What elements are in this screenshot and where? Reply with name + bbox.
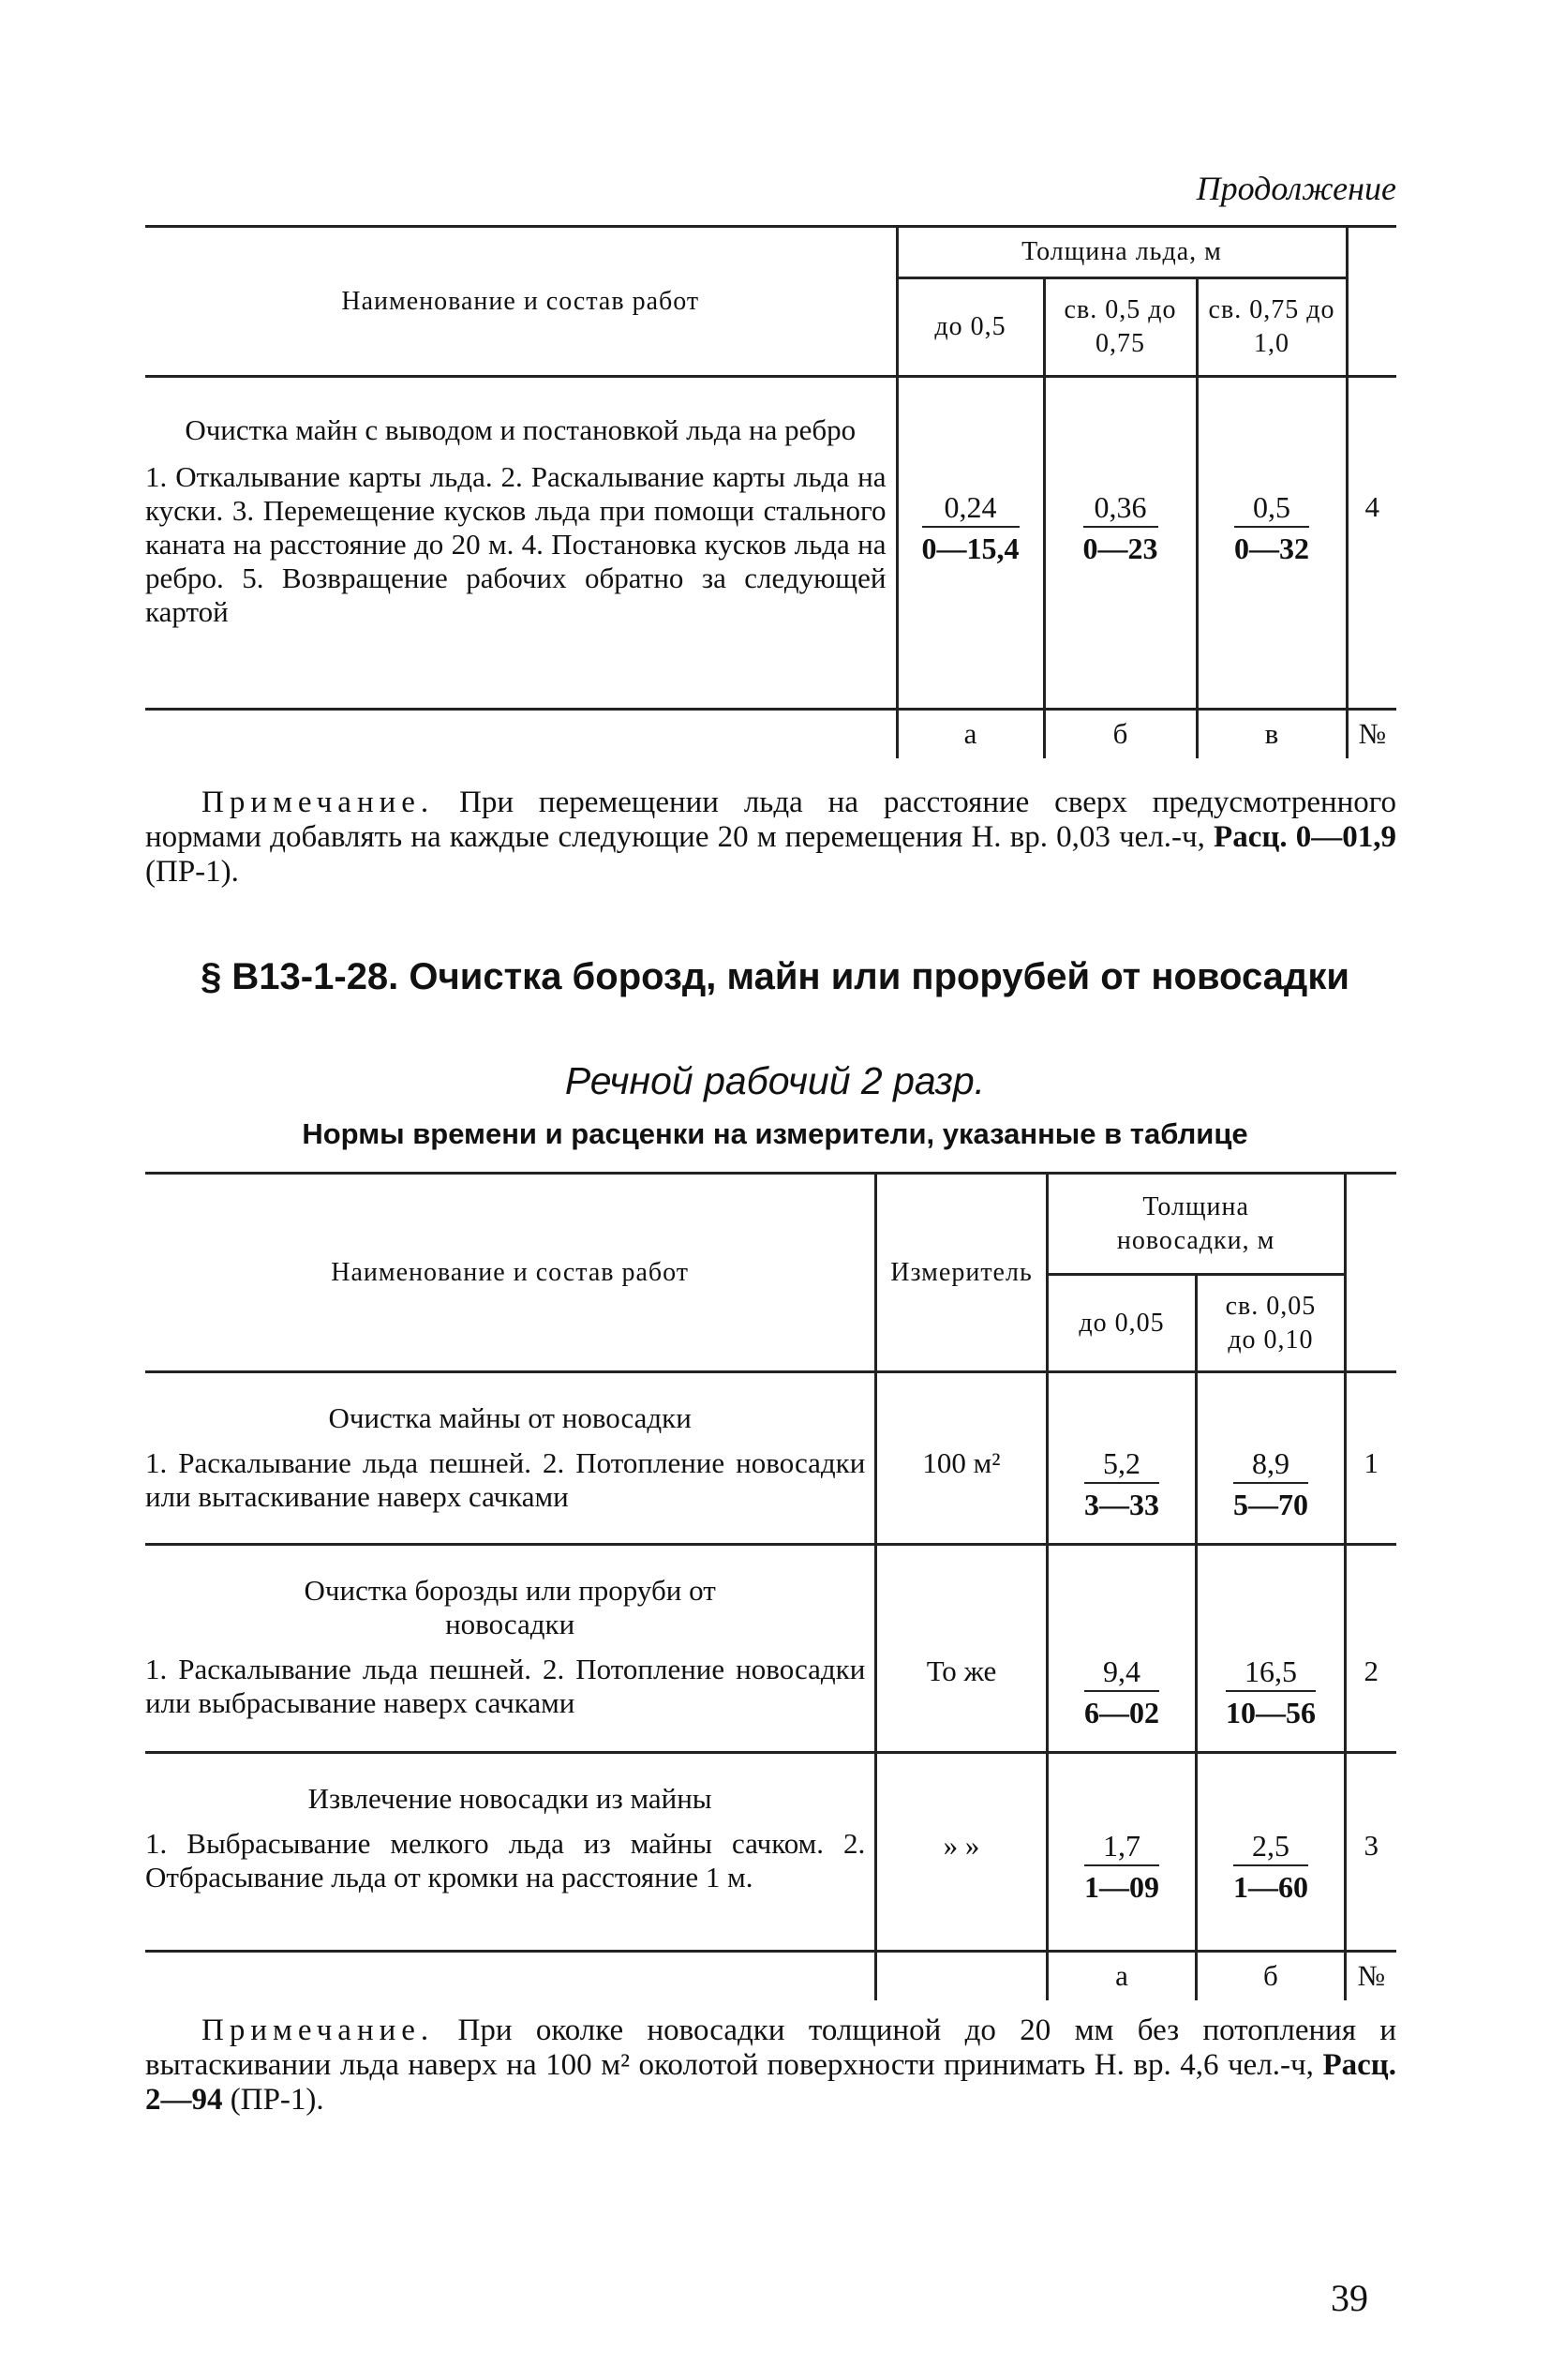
table1-col-b-header: св. 0,5 до 0,75 — [1044, 278, 1197, 377]
table1-row — [145, 377, 897, 710]
table2-row1-title: Очистка майны от новосадки — [328, 1401, 692, 1434]
table2-row3-number: 3 — [1345, 1753, 1396, 1952]
page-number: 39 — [1331, 2277, 1368, 2319]
table2-row1-unit: 100 м² — [876, 1372, 1047, 1545]
table1-cell-a: $\frac{0,24}{0—15,4}$ — [897, 377, 1044, 710]
table1-row-composition: 1. Откалывание карты льда. 2. Раскалывание карты льда на куски. 3. Перемещение кусков льда при помощи стального каната на расстояние до 20 м. 4. Постановка кусков льда на ребро. 5. Возвращение рабочих обратно за следующей картой — [145, 460, 887, 628]
table2-footer-num: № — [1357, 1959, 1386, 1993]
note2-text: При околке новосадки толщиной до 20 мм без потопления и вытаскивании льда наверх на 100 м² околотой поверхности принимать Н. вр. 4,6 чел.-ч, — [145, 2013, 1397, 2082]
table2-row-1 — [145, 1372, 876, 1545]
table2-row2-composition: 1. Раскалывание льда пешней. 2. Потопление новосадки или выбрасывание наверх сачками — [145, 1653, 866, 1719]
table-new-ice — [145, 1172, 1396, 2000]
table2-row2-unit: То же — [876, 1545, 1047, 1753]
table1-col-c-header: св. 0,75 до 1,0 — [1197, 278, 1347, 377]
note1-suffix: (ПР-1). — [145, 855, 239, 889]
continuation-label: Продолжение — [1196, 170, 1396, 207]
table1-footer-a: а — [897, 710, 1044, 758]
norms-caption: Нормы времени и расценки на измерители, указанные в таблице — [302, 1117, 1248, 1150]
note1-label: Примечание. — [201, 786, 435, 819]
table2-footer-b: б — [1197, 1952, 1345, 2000]
table2-row1-number: 1 — [1345, 1372, 1396, 1545]
table2-row3-cell-b: $\frac{2,5}{1—60}$ — [1197, 1753, 1345, 1952]
table1-col-a-header: до 0,5 — [897, 278, 1044, 377]
table1-row-number: 4 — [1347, 377, 1396, 710]
table1-footer-num: № — [1358, 717, 1387, 751]
table2-unit-header: Измеритель — [876, 1174, 1047, 1372]
table2-row1-cell-b: $\frac{8,9}{5—70}$ — [1197, 1372, 1345, 1545]
table2-name-header: Наименование и состав работ — [145, 1174, 876, 1372]
note1-rate: Расц. 0—01,9 — [1214, 820, 1396, 854]
note-1 — [145, 786, 1396, 890]
table2-row3-title: Извлечение новосадки из майны — [307, 1782, 712, 1815]
table2-row3-composition: 1. Выбрасывание мелкого льда из майны сачком. 2. Отбрасывание льда от кромки на расстояние 1 м. — [145, 1827, 866, 1894]
table2-row-2 — [145, 1545, 876, 1753]
table1-row-title: Очистка майн с выводом и постановкой льда на ребро — [185, 413, 857, 446]
table2-row1-composition: 1. Раскалывание льда пешней. 2. Потопление новосадки или вытаскивание наверх сачками — [145, 1446, 866, 1513]
table2-row2-number: 2 — [1345, 1545, 1396, 1753]
table2-row3-cell-a: $\frac{1,7}{1—09}$ — [1047, 1753, 1197, 1952]
note1-text: При перемещении льда на расстояние сверх предусмотренного нормами добавлять на каждые следующие 20 м перемещения Н. вр. 0,03 чел.-ч, — [145, 786, 1397, 854]
table2-row2-cell-b: $\frac{16,5}{10—56}$ — [1197, 1545, 1345, 1753]
table2-row2-title: Очистка борозды или проруби от новосадки — [304, 1574, 716, 1640]
note2-rate: Расц. 2—94 — [145, 2048, 1397, 2117]
note2-suffix: (ПР-1). — [230, 2083, 324, 2117]
table2-row2-cell-a: $\frac{9,4}{6—02}$ — [1047, 1545, 1197, 1753]
table2-row3-unit: » » — [876, 1753, 1047, 1952]
table-ice-thickness — [145, 225, 1396, 758]
table1-name-header: Наименование и состав работ — [145, 227, 897, 377]
table2-col-a-header: до 0,05 — [1047, 1275, 1197, 1372]
table2-row-3 — [145, 1753, 876, 1952]
table2-col-b-header: св. 0,05 до 0,10 — [1197, 1275, 1345, 1372]
note2-label: Примечание. — [201, 2013, 435, 2047]
table2-group-header: Толщина новосадки, м — [1047, 1174, 1345, 1275]
table1-cell-c: $\frac{0,5}{0—32}$ — [1197, 377, 1347, 710]
table2-row1-cell-a: $\frac{5,2}{3—33}$ — [1047, 1372, 1197, 1545]
table1-group-header: Толщина льда, м — [897, 227, 1347, 278]
table2-footer-a: а — [1047, 1952, 1197, 2000]
table1-footer-b: б — [1044, 710, 1197, 758]
section-title: § В13-1-28. Очистка борозд, майн или прорубей от новосадки — [201, 956, 1349, 997]
table1-cell-b: $\frac{0,36}{0—23}$ — [1044, 377, 1197, 710]
note-2 — [145, 2013, 1396, 2118]
table1-footer-c: в — [1197, 710, 1347, 758]
worker-grade: Речной рабочий 2 разр. — [564, 1059, 986, 1102]
